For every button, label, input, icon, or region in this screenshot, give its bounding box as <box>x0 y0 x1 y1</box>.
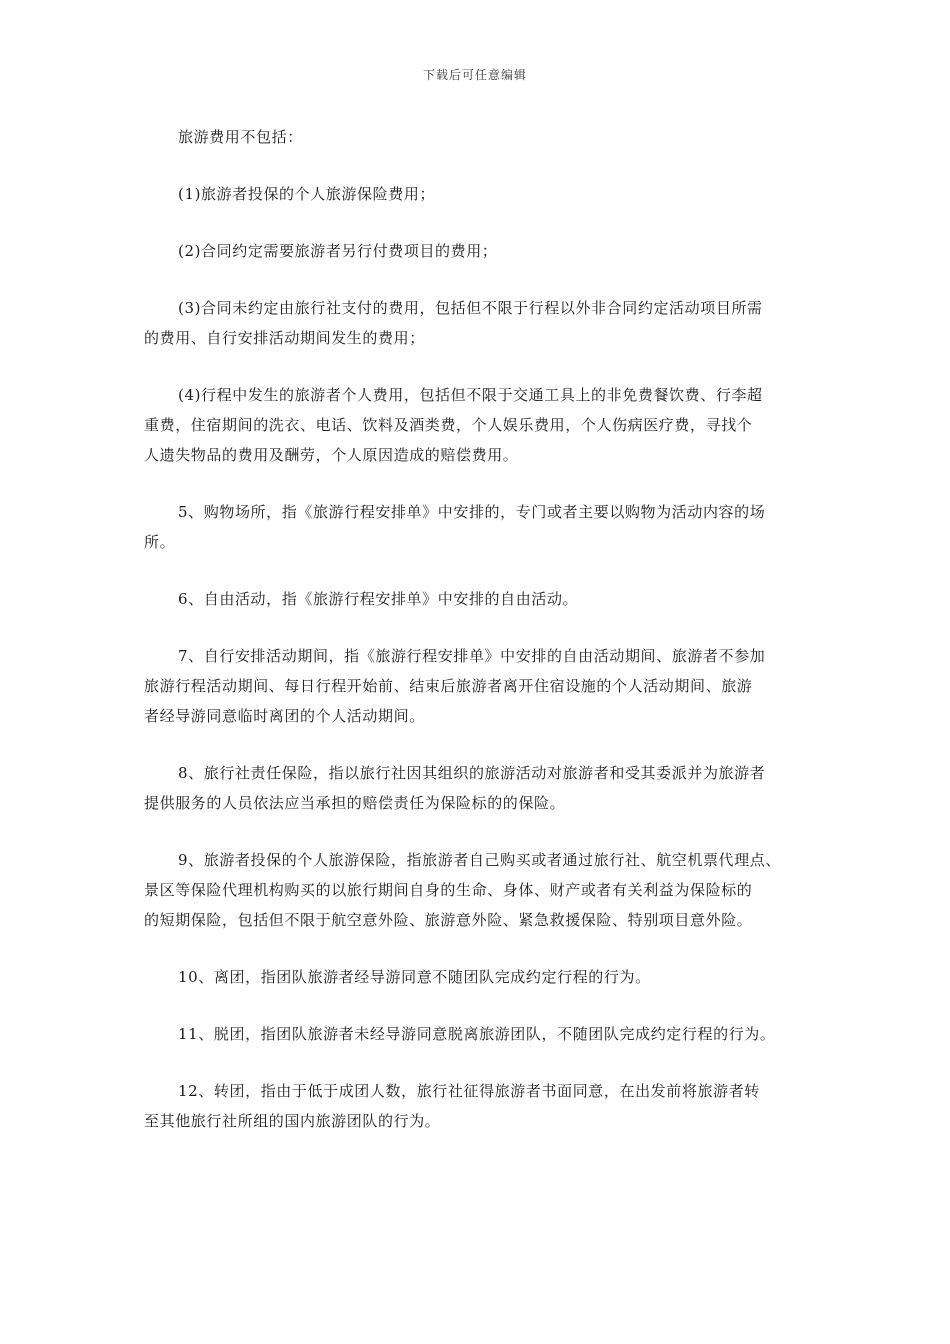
paragraph-line: 至其他旅行社所组的国内旅游团队的行为。 <box>144 1112 441 1130</box>
paragraph <box>144 584 816 614</box>
paragraph-line: 5、购物场所，指《旅游行程安排单》中安排的，专门或者主要以购物为活动内容的场 <box>178 503 766 521</box>
paragraph-line: 12、转团，指由于低于成团人数，旅行社征得旅游者书面同意，在出发前将旅游者转 <box>178 1082 760 1100</box>
paragraph <box>144 122 816 152</box>
paragraph-line: (4)行程中发生的旅游者个人费用，包括但不限于交通工具上的非免费餐饮费、行李超 <box>178 386 763 404</box>
paragraph-line: 者经导游同意临时离团的个人活动期间。 <box>144 707 425 725</box>
paragraph <box>144 845 816 935</box>
paragraph-line: 人遗失物品的费用及酬劳，个人原因造成的赔偿费用。 <box>144 446 519 464</box>
paragraph-line: 的短期保险，包括但不限于航空意外险、旅游意外险、紧急救援保险、特别项目意外险。 <box>144 911 753 929</box>
paragraph-line: (2)合同约定需要旅游者另行付费项目的费用； <box>178 242 498 260</box>
paragraph <box>144 236 816 266</box>
paragraph-line: (3)合同未约定由旅行社支付的费用，包括但不限于行程以外非合同约定活动项目所需 <box>178 299 763 317</box>
paragraph <box>144 497 816 557</box>
paragraph-line: (1)旅游者投保的个人旅游保险费用； <box>178 185 436 203</box>
paragraph-line: 8、旅行社责任保险，指以旅行社因其组织的旅游活动对旅游者和受其委派并为旅游者 <box>178 764 766 782</box>
paragraph-line: 旅游行程活动期间、每日行程开始前、结束后旅游者离开住宿设施的个人活动期间、旅游 <box>144 677 753 695</box>
paragraph-line: 提供服务的人员依法应当承担的赔偿责任为保险标的的保险。 <box>144 794 566 812</box>
paragraph <box>144 641 816 731</box>
header-note: 下载后可任意编辑 <box>422 68 527 82</box>
paragraph <box>144 293 816 353</box>
document-body <box>144 122 816 1163</box>
paragraph <box>144 179 816 209</box>
paragraph <box>144 1076 816 1136</box>
paragraph <box>144 962 816 992</box>
paragraph <box>144 1019 816 1049</box>
paragraph-line: 旅游费用不包括： <box>178 128 303 146</box>
paragraph-line: 重费，住宿期间的洗衣、电话、饮料及酒类费，个人娱乐费用，个人伤病医疗费，寻找个 <box>144 416 753 434</box>
paragraph-line: 11、脱团，指团队旅游者未经导游同意脱离旅游团队，不随团队完成约定行程的行为。 <box>178 1025 776 1043</box>
paragraph-line: 所。 <box>144 533 176 551</box>
paragraph-line: 9、旅游者投保的个人旅游保险，指旅游者自己购买或者通过旅行社、航空机票代理点、 <box>178 851 781 869</box>
paragraph-line: 10、离团，指团队旅游者经导游同意不随团队完成约定行程的行为。 <box>178 968 651 986</box>
paragraph-line: 景区等保险代理机构购买的以旅行期间自身的生命、身体、财产或者有关利益为保险标的 <box>144 881 753 899</box>
paragraph-line: 6、自由活动，指《旅游行程安排单》中安排的自由活动。 <box>178 590 579 608</box>
paragraph <box>144 758 816 818</box>
paragraph <box>144 380 816 470</box>
paragraph-line: 7、自行安排活动期间，指《旅游行程安排单》中安排的自由活动期间、旅游者不参加 <box>178 647 766 665</box>
paragraph-line: 的费用、自行安排活动期间发生的费用； <box>144 329 425 347</box>
